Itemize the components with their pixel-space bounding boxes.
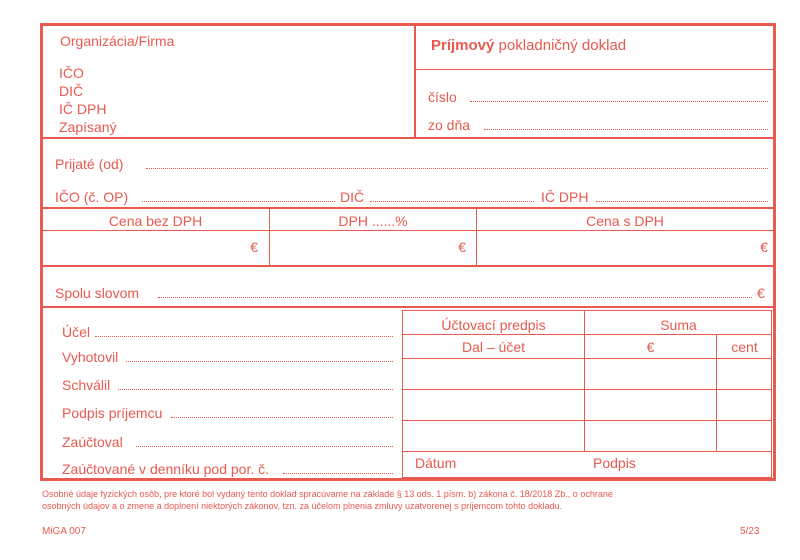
dic-label: DIČ — [59, 83, 84, 99]
ucel-field[interactable] — [95, 336, 393, 337]
section-divider-4 — [41, 306, 774, 308]
zauctovane-label: Zaúčtované v denníku pod por. č. — [62, 461, 270, 477]
spolu-currency: € — [757, 285, 765, 301]
podpis-label: Podpis — [593, 455, 636, 471]
schvalil-field[interactable] — [118, 389, 393, 390]
zapisany-label: Zapísaný — [59, 119, 117, 135]
dal-ucet-header: Dal – účet — [461, 339, 526, 355]
price-header-line — [41, 230, 774, 231]
zo-dna-field[interactable] — [484, 129, 768, 130]
prijate-od-field[interactable] — [146, 168, 768, 169]
accounting-cell-cent-3[interactable] — [718, 422, 771, 450]
section-divider-2 — [41, 207, 774, 209]
spolu-slovom-field[interactable] — [158, 297, 752, 298]
spolu-slovom-label: Spolu slovom — [55, 285, 140, 301]
ico-op-field[interactable] — [142, 201, 335, 202]
org-label: Organizácia/Firma — [60, 33, 175, 49]
zo-dna-label: zo dňa — [428, 117, 471, 133]
zauctovane-field[interactable] — [283, 473, 393, 474]
ico-op-label: IČO (č. OP) — [55, 189, 129, 205]
recipient-ic-dph-field[interactable] — [596, 201, 768, 202]
accounting-cell-ucet-3[interactable] — [404, 422, 583, 450]
accounting-cell-ucet-2[interactable] — [404, 391, 583, 419]
accounting-row-line-3 — [403, 451, 772, 452]
cent-header: cent — [731, 339, 758, 355]
suma-header: Suma — [660, 317, 697, 333]
zauctoval-label: Zaúčtoval — [62, 434, 123, 450]
recipient-ic-dph-label: IČ DPH — [541, 189, 589, 205]
cena-bez-dph-currency: € — [250, 239, 258, 255]
zauctoval-field[interactable] — [136, 446, 393, 447]
cena-bez-dph-header: Cena bez DPH — [108, 213, 203, 229]
recipient-dic-label: DIČ — [340, 189, 365, 205]
accounting-cell-euro-3[interactable] — [586, 422, 715, 450]
header-divider — [414, 24, 416, 138]
recipient-dic-field[interactable] — [370, 201, 534, 202]
ic-dph-label: IČ DPH — [59, 101, 107, 117]
title-separator — [415, 69, 773, 70]
cena-s-dph-currency: € — [760, 239, 768, 255]
datum-label: Dátum — [415, 455, 457, 471]
euro-header: € — [646, 339, 655, 355]
privacy-note-line1: Osobné údaje fyzických osôb, pre ktoré bol vydaný tento doklad spracúvame na základe § 13 ods. 1 písm. b) zákona č. 18/2018 Zb., o ochrane — [42, 489, 613, 499]
cena-s-dph-header: Cena s DPH — [586, 213, 664, 229]
uctovaci-predpis-header: Účtovací predpis — [441, 317, 546, 333]
page-number: 5/23 — [740, 526, 760, 537]
document-title: Príjmový pokladničný doklad — [431, 37, 627, 54]
ucel-label: Účel — [62, 324, 91, 340]
dph-header: DPH ......% — [338, 213, 408, 229]
dph-currency: € — [458, 239, 466, 255]
schvalil-label: Schválil — [62, 377, 111, 393]
section-divider-3 — [41, 265, 774, 267]
vyhotovil-label: Vyhotovil — [62, 349, 119, 365]
vyhotovil-field[interactable] — [126, 361, 393, 362]
form-code: MiGA 007 — [42, 526, 86, 537]
section-divider-1 — [41, 137, 774, 139]
accounting-cell-cent-2[interactable] — [718, 391, 771, 419]
cislo-label: číslo — [428, 89, 457, 105]
accounting-cell-ucet-1[interactable] — [404, 360, 583, 388]
privacy-note-line2: osobných údajov a o zmene a doplnení niektorých zákonov, tzn. za účelom plnenia zmluvy uzatvorenej s príjemcom tohto dokladu. — [42, 501, 563, 511]
podpis-prijemcu-field[interactable] — [171, 417, 393, 418]
accounting-cell-euro-2[interactable] — [586, 391, 715, 419]
podpis-prijemcu-label: Podpis príjemcu — [62, 405, 163, 421]
accounting-cell-cent-1[interactable] — [718, 360, 771, 388]
prijate-od-label: Prijaté (od) — [55, 156, 124, 172]
ico-label: IČO — [59, 65, 84, 81]
cislo-field[interactable] — [470, 101, 768, 102]
accounting-cell-euro-1[interactable] — [586, 360, 715, 388]
